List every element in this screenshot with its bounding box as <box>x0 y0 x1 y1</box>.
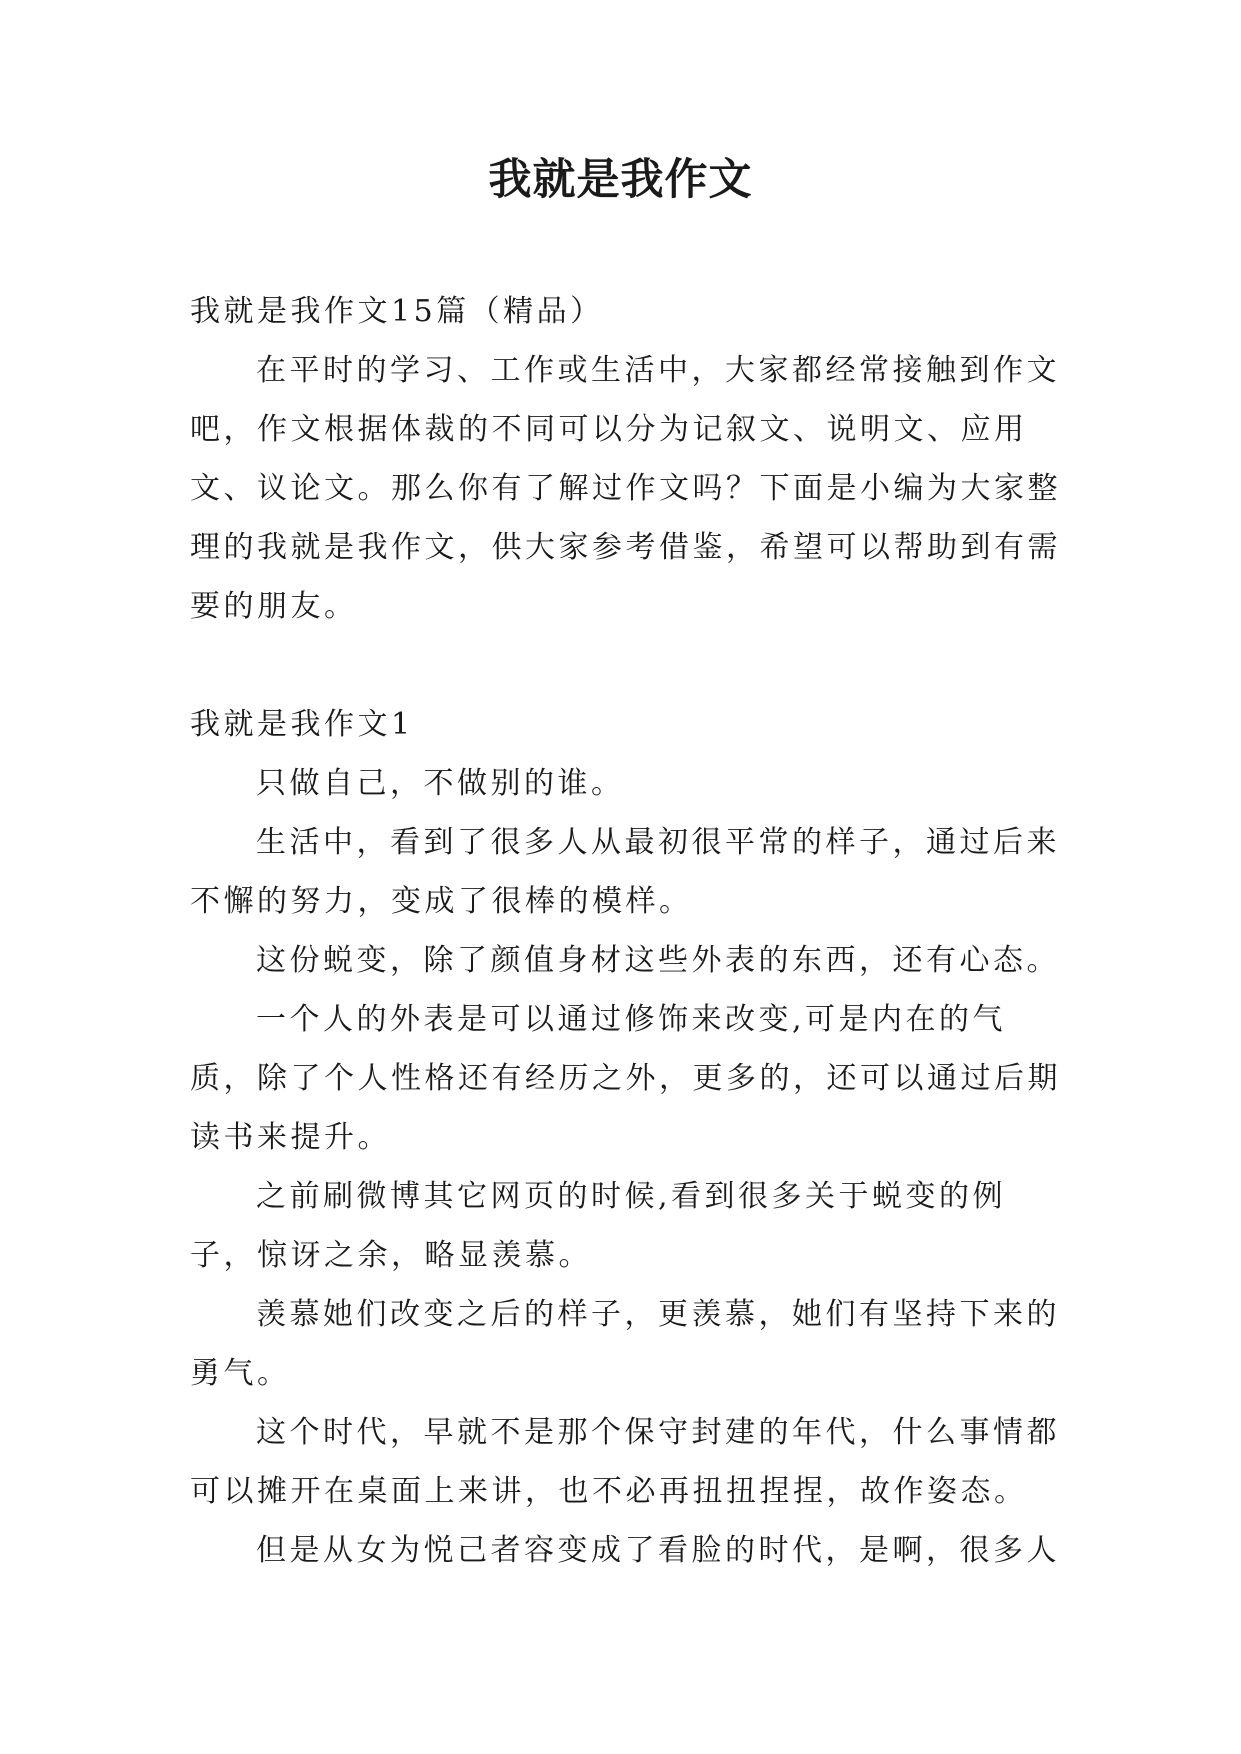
body-paragraph: 羡慕她们改变之后的样子，更羡慕，她们有坚持下来的勇气。 <box>190 1297 1060 1391</box>
intro-paragraph: 在平时的学习、工作或生活中，大家都经常接触到作文吧，作文根据体裁的不同可以分为记叙文、说明文、应用文、议论文。那么你有了解过作文吗？下面是小编为大家整理的我就是我作文，供大家参考借鉴，希望可以帮助到有需要的朋友。 <box>190 353 1061 624</box>
body-paragraph: 只做自己，不做别的谁。 <box>256 766 625 801</box>
body-paragraph: 之前刷微博其它网页的时候,看到很多关于蜕变的例子，惊讶之余，略显羡慕。 <box>190 1179 1007 1273</box>
section-heading: 我就是我作文1 <box>190 707 414 742</box>
body-paragraph: 但是从女为悦己者容变成了看脸的时代，是啊，很多人 <box>256 1533 1060 1568</box>
body-paragraph: 一个人的外表是可以通过修饰来改变,可是内在的气质，除了个人性格还有经历之外，更多的，还可以通过后期读书来提升。 <box>190 1002 1061 1155</box>
body-paragraph: 这个时代，早就不是那个保守封建的年代，什么事情都可以摊开在桌面上来讲，也不必再扭扭捏捏，故作姿态。 <box>190 1415 1060 1509</box>
body-paragraph: 生活中，看到了很多人从最初很平常的样子，通过后来不懈的努力，变成了很棒的模样。 <box>190 825 1060 919</box>
document-subtitle: 我就是我作文15篇（精品） <box>190 294 604 329</box>
document-body <box>190 282 1070 1580</box>
document-title: 我就是我作文 <box>488 155 753 205</box>
body-paragraph: 这份蜕变，除了颜值身材这些外表的东西，还有心态。 <box>256 943 1060 978</box>
